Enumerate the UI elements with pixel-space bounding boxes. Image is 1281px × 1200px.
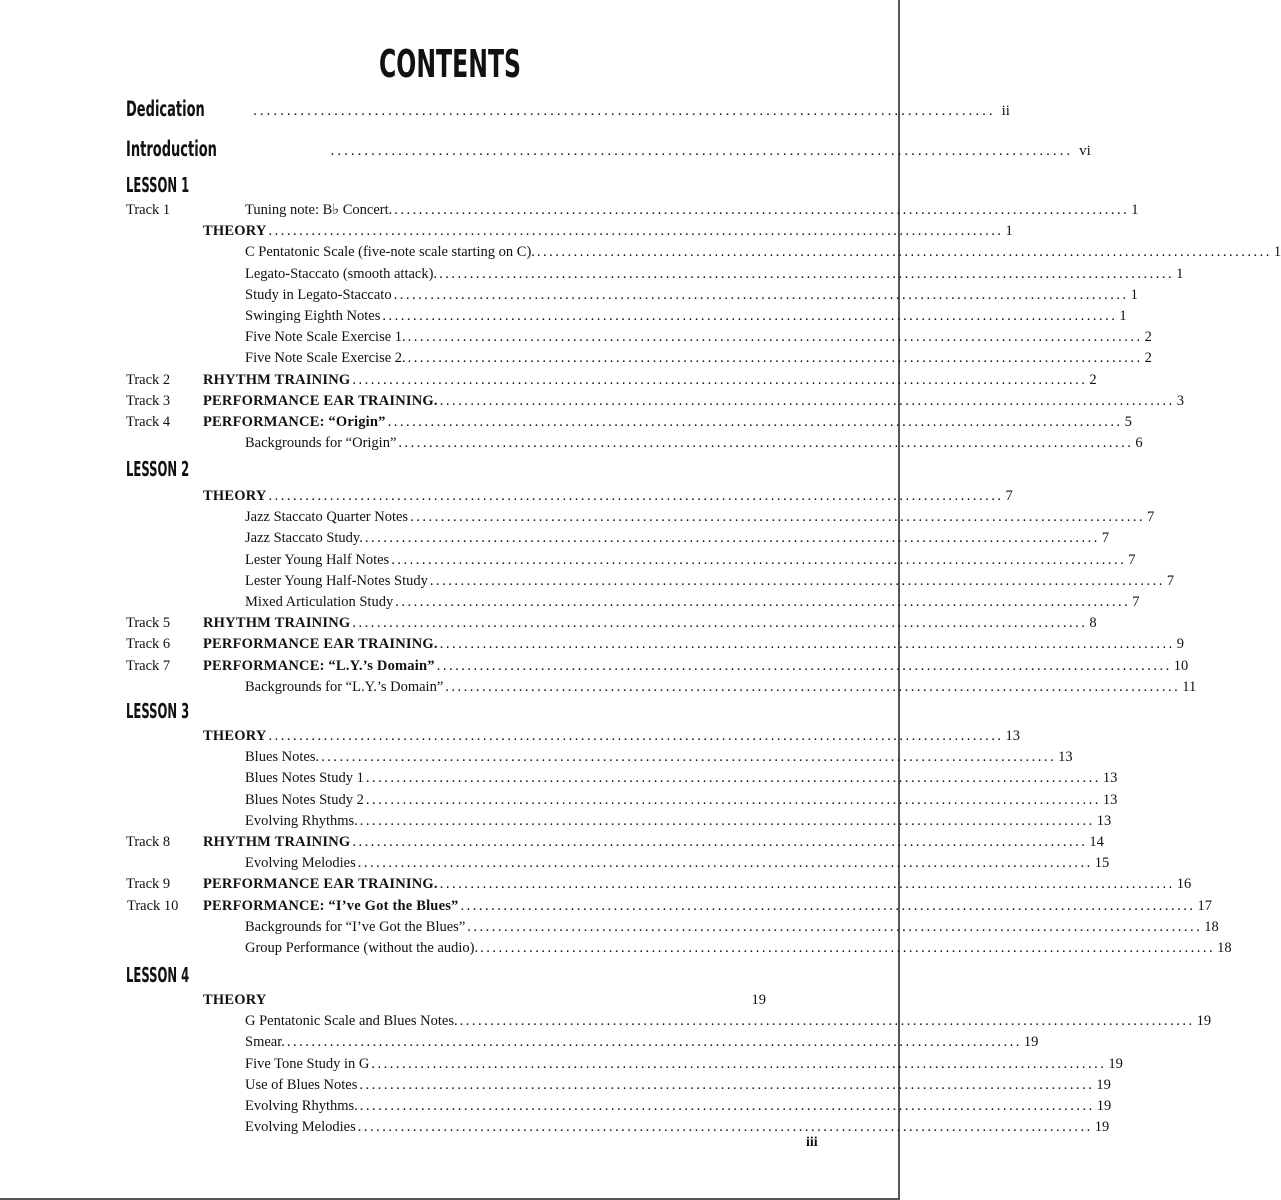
dot-leader: .............................................................................................................. (253, 103, 996, 119)
toc-entry (203, 896, 1212, 917)
entry-page-number: 17 (1197, 897, 1212, 914)
toc-entry (245, 811, 1112, 832)
toc-row[interactable] (0, 917, 1219, 938)
toc-row[interactable] (0, 811, 1112, 832)
entry-title: Backgrounds for “L.Y.’s Domain” (245, 678, 444, 695)
entry-page-number: 11 (1182, 678, 1197, 695)
toc-row[interactable] (0, 433, 1143, 454)
entry-page-number: 10 (1173, 657, 1189, 674)
entry-page-number: 19 (751, 992, 766, 1008)
page-number: iii (806, 1135, 818, 1150)
entry-page-number: 8 (1089, 615, 1097, 632)
entry-page-number: 14 (1089, 834, 1104, 850)
entry-title: Lester Young Half-Notes Study (245, 572, 428, 589)
entry-page-number: 19 (1096, 1098, 1112, 1114)
lesson-heading: LESSON 1 (126, 173, 190, 197)
dot-leader: ........................................................................................................................ (410, 509, 1146, 526)
toc-row[interactable] (0, 613, 1097, 634)
toc-row[interactable] (0, 1032, 1039, 1053)
toc-entry (245, 853, 1110, 874)
entry-title: Jazz Staccato Study. (245, 530, 363, 547)
track-label: Track 10 (127, 897, 179, 914)
dot-leader: ........................................................................................................................ (398, 435, 1134, 452)
introduction-page: vi (1079, 143, 1091, 159)
toc-entry (245, 507, 1155, 528)
lesson-heading: LESSON 3 (126, 699, 190, 723)
toc-entry (245, 1096, 1112, 1117)
toc-entry (203, 656, 1189, 677)
dot-leader: ........................................................................................................................ (387, 414, 1123, 430)
dot-leader: ........................................................................................................................ (359, 1076, 1095, 1093)
entry-title: Five Tone Study in G (245, 1055, 370, 1072)
entry-page-number: 13 (1102, 770, 1118, 787)
entry-page-number: 15 (1094, 855, 1110, 872)
entry-page-number: 19 (1094, 1119, 1110, 1136)
toc-row[interactable] (0, 1054, 1123, 1075)
toc-row[interactable] (0, 221, 1013, 242)
toc-row[interactable] (0, 242, 1281, 263)
dot-leader: ........................................................................................................................ (321, 749, 1057, 766)
entry-page-number: 13 (1005, 728, 1021, 744)
toc-entry (245, 348, 1152, 369)
dot-leader: ........................................................................................................................ (352, 371, 1088, 388)
toc-entry (245, 917, 1219, 938)
toc-row[interactable] (0, 768, 1118, 789)
entry-page-number: 7 (1132, 594, 1140, 610)
entry-page-number: 18 (1204, 918, 1219, 935)
dot-leader: ........................................................................................................................ (393, 286, 1129, 303)
toc-row[interactable] (0, 412, 1132, 433)
toc-entry (245, 1075, 1111, 1096)
entry-title: Blues Notes Study 1 (245, 770, 364, 787)
entry-title: PERFORMANCE EAR TRAINING. (203, 636, 438, 653)
toc-entry (245, 264, 1184, 285)
toc-row[interactable] (0, 1117, 1110, 1138)
lesson-heading: LESSON 2 (126, 457, 190, 481)
entry-page-number: 1 (1005, 223, 1013, 240)
entry-page-number: 9 (1176, 636, 1184, 653)
track-label: Track 7 (126, 657, 171, 674)
toc-entry (245, 285, 1138, 306)
toc-entry (203, 412, 1132, 433)
toc-row[interactable] (0, 486, 1013, 507)
track-label: Track 3 (126, 392, 171, 409)
dot-leader: ........................................................................................................................ (439, 265, 1175, 282)
entry-title: Study in Legato-Staccato (245, 286, 392, 303)
entry-title: Five Note Scale Exercise 2. (245, 350, 406, 367)
entry-page-number: 1 (1176, 265, 1184, 282)
entry-title: RHYTHM TRAINING (203, 834, 351, 850)
toc-row[interactable] (0, 285, 1138, 306)
toc-row[interactable] (0, 634, 1184, 655)
toc-row[interactable] (0, 370, 1097, 391)
dot-leader: ........................................................................................................................ (460, 897, 1196, 914)
dot-leader: ........................................................................................................................ (268, 223, 1004, 240)
dot-leader: ........................................................................................................................ (407, 329, 1143, 346)
toc-entry (203, 391, 1184, 412)
entry-title: Backgrounds for “I’ve Got the Blues” (245, 918, 466, 935)
toc-dedication[interactable] (126, 92, 1010, 122)
toc-entry (203, 634, 1184, 655)
dot-leader: .............................................................................................................. (330, 143, 1074, 159)
track-label: Track 6 (126, 636, 171, 653)
entry-title: RHYTHM TRAINING (203, 371, 351, 388)
dot-leader: ........................................................................................................................ (359, 1098, 1095, 1114)
entry-title: PERFORMANCE: “Origin” (203, 414, 386, 430)
entry-page-number: 18 (1217, 940, 1232, 956)
toc-entry (245, 1032, 1039, 1053)
dot-leader: ........................................................................................................................ (365, 770, 1101, 787)
toc-entry (245, 1054, 1123, 1075)
toc-row[interactable] (0, 938, 1232, 959)
entry-page-number: 7 (1101, 530, 1110, 547)
dot-leader: ........................................................................................................................ (268, 728, 1004, 744)
dot-leader: ........................................................................................................................ (365, 791, 1101, 808)
dot-leader: ........................................................................................................................ (357, 1119, 1093, 1136)
entry-title: Group Performance (without the audio). (245, 940, 479, 956)
toc-entry (245, 1117, 1110, 1138)
entry-title: THEORY (203, 728, 267, 744)
entry-page-number: 19 (1108, 1055, 1123, 1072)
toc-entry (245, 1011, 1212, 1032)
toc-entry (245, 550, 1136, 571)
toc-entry (245, 433, 1143, 454)
entry-title: G Pentatonic Scale and Blues Notes. (245, 1013, 458, 1030)
entry-page-number: 2 (1144, 329, 1152, 346)
toc-row[interactable] (0, 656, 1189, 677)
entry-page-number: 7 (1147, 509, 1155, 526)
entry-page-number: 7 (1128, 551, 1136, 568)
track-label: Track 1 (126, 202, 171, 218)
track-label: Track 4 (126, 414, 171, 430)
entry-page-number: 1 (1131, 202, 1139, 218)
entry-page-number: 1 (1273, 244, 1281, 261)
toc-entry (245, 327, 1152, 348)
toc-row[interactable] (0, 1011, 1212, 1032)
dot-leader: ........................................................................................................................ (407, 350, 1143, 367)
toc-entry (203, 990, 766, 1011)
toc-entry (245, 571, 1175, 592)
toc-row[interactable] (0, 327, 1152, 348)
dot-leader: ........................................................................................................................ (395, 594, 1131, 610)
toc-entry (203, 221, 1013, 242)
toc-row[interactable] (0, 726, 1021, 747)
dot-leader: ........................................................................................................................ (357, 855, 1093, 872)
toc-entry (245, 747, 1073, 768)
dot-leader: ........................................................................................................................ (467, 918, 1203, 935)
entry-title: Legato-Staccato (smooth attack). (245, 265, 438, 282)
toc-row[interactable] (0, 391, 1184, 412)
entry-page-number: 6 (1135, 435, 1143, 452)
toc-entry (245, 768, 1118, 789)
entry-title: Lester Young Half Notes (245, 551, 390, 568)
entry-title: Evolving Melodies (245, 855, 356, 872)
entry-title: PERFORMANCE: “L.Y.’s Domain” (203, 657, 435, 674)
dot-leader: ........................................................................................................................ (480, 940, 1216, 956)
dot-leader: ........................................................................................................................ (439, 636, 1175, 653)
track-label: Track 9 (126, 876, 171, 893)
toc-entry (245, 306, 1127, 327)
toc-row[interactable] (0, 528, 1110, 549)
toc-row[interactable] (0, 747, 1073, 768)
entry-title: Jazz Staccato Quarter Notes (245, 509, 409, 526)
entry-title: C Pentatonic Scale (five-note scale starting on C). (245, 244, 535, 261)
entry-title: Blues Notes. (245, 749, 320, 766)
toc-entry (245, 242, 1281, 263)
toc-entry (203, 726, 1021, 747)
dot-leader: ........................................................................................................................ (359, 812, 1095, 829)
dot-leader: ........................................................................................................................ (536, 244, 1272, 261)
dedication-page: ii (1001, 103, 1010, 119)
entry-page-number: 13 (1102, 791, 1118, 808)
toc-row[interactable] (0, 264, 1184, 285)
toc-row[interactable] (0, 507, 1155, 528)
entry-page-number: 1 (1119, 308, 1127, 324)
dot-leader: ........................................................................................................................ (439, 876, 1175, 893)
entry-page-number: 2 (1089, 371, 1097, 388)
dot-leader: ........................................................................................................................ (382, 308, 1118, 324)
toc-entry (203, 874, 1192, 895)
toc-entry (245, 790, 1118, 811)
entry-page-number: 13 (1096, 812, 1112, 829)
toc-entry (245, 592, 1140, 613)
entry-title: PERFORMANCE: “I’ve Got the Blues” (203, 897, 459, 914)
dot-leader: ........................................................................................................................ (459, 1013, 1195, 1030)
toc-row[interactable] (0, 550, 1136, 571)
entry-title: Swinging Eighth Notes (245, 308, 381, 324)
toc-row[interactable] (0, 1096, 1112, 1117)
toc-row[interactable] (0, 306, 1127, 327)
entry-page-number: 19 (1023, 1034, 1039, 1051)
toc-row[interactable] (0, 990, 900, 1011)
toc-row[interactable] (0, 677, 1197, 698)
dot-leader: ........................................................................................................................ (436, 657, 1172, 674)
toc-introduction[interactable] (126, 132, 1091, 162)
toc-entry (203, 486, 1013, 507)
toc-row[interactable] (0, 592, 1140, 613)
track-label: Track 2 (126, 371, 171, 388)
track-label: Track 8 (126, 834, 171, 850)
entry-page-number: 5 (1124, 414, 1132, 430)
toc-row[interactable] (0, 832, 1104, 853)
dedication-label: Dedication (126, 97, 205, 121)
toc-entry (245, 200, 1139, 221)
introduction-label: Introduction (126, 137, 217, 161)
toc-entry (245, 528, 1110, 549)
entry-title: Tuning note: B♭ Concert. (245, 202, 393, 218)
entry-title: THEORY (203, 223, 267, 240)
dot-leader: ........................................................................................................................ (268, 488, 1004, 504)
toc-entry (245, 677, 1197, 698)
entry-title: THEORY (203, 488, 267, 504)
toc-row[interactable] (0, 896, 1212, 917)
entry-title: Smear. (245, 1034, 285, 1051)
toc-row[interactable] (0, 874, 1192, 895)
dot-leader: ........................................................................................................................ (371, 1055, 1107, 1072)
entry-title: PERFORMANCE EAR TRAINING. (203, 392, 438, 409)
entry-title: Evolving Rhythms. (245, 1098, 358, 1114)
dot-leader: ........................................................................................................................ (445, 678, 1181, 695)
dot-leader: ........................................................................................................................ (364, 530, 1100, 547)
dot-leader: ........................................................................................................................ (391, 551, 1127, 568)
entry-page-number: 16 (1176, 876, 1192, 893)
entry-page-number: 19 (1096, 1076, 1111, 1093)
entry-title: Evolving Rhythms. (245, 812, 358, 829)
toc-row[interactable] (0, 200, 1139, 221)
entry-title: Five Note Scale Exercise 1. (245, 329, 406, 346)
toc-entry (203, 613, 1097, 634)
entry-title: RHYTHM TRAINING (203, 615, 351, 632)
toc-entry (203, 370, 1097, 391)
entry-page-number: 2 (1144, 350, 1152, 367)
entry-page-number: 7 (1166, 572, 1175, 589)
page-title: CONTENTS (379, 42, 521, 86)
entry-page-number: 1 (1130, 286, 1138, 303)
dot-leader: ........................................................................................................................ (429, 572, 1165, 589)
dot-leader: ........................................................................................................................ (352, 834, 1088, 850)
toc-row[interactable] (0, 348, 1152, 369)
dot-leader: ........................................................................................................................ (394, 202, 1130, 218)
toc-row[interactable] (0, 853, 1110, 874)
toc-row[interactable] (0, 571, 1175, 592)
entry-page-number: 7 (1005, 488, 1013, 504)
toc-entry (245, 938, 1232, 959)
entry-title: Evolving Melodies (245, 1119, 356, 1136)
toc-entry (203, 832, 1104, 853)
toc-row[interactable] (0, 790, 1118, 811)
entry-title: Mixed Articulation Study (245, 594, 394, 610)
entry-title: Blues Notes Study 2 (245, 791, 364, 808)
entry-page-number: 13 (1058, 749, 1073, 766)
entry-page-number: 19 (1196, 1013, 1212, 1030)
toc-row[interactable] (0, 1075, 1111, 1096)
track-label: Track 5 (126, 615, 171, 632)
dot-leader: ........................................................................................................................ (286, 1034, 1022, 1051)
dot-leader: ........................................................................................................................ (439, 392, 1175, 409)
entry-page-number: 3 (1176, 392, 1184, 409)
entry-title: Use of Blues Notes (245, 1076, 358, 1093)
dot-leader: ........................................................................................................................ (352, 615, 1088, 632)
entry-title: Backgrounds for “Origin” (245, 435, 397, 452)
lesson-heading: LESSON 4 (126, 963, 190, 987)
entry-title: THEORY (203, 992, 267, 1008)
entry-title: PERFORMANCE EAR TRAINING. (203, 876, 438, 893)
